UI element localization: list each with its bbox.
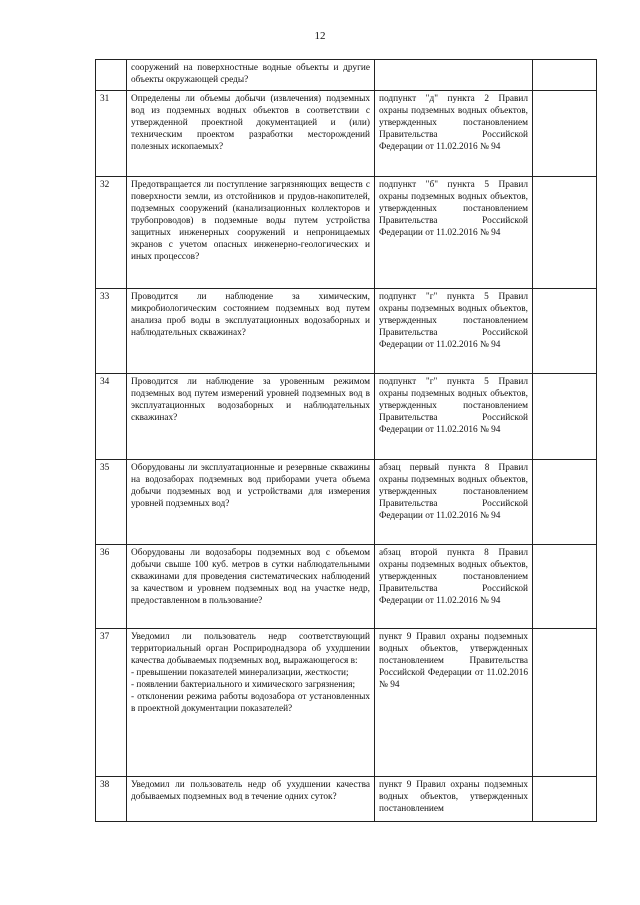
question-text: Оборудованы ли водозаборы подземных вод с объемом добычи свыше 100 куб. метров в сутки наблюдательными скважинами для проведения систематических наблюдений за качеством и уровнем подземных вод на участке недр, предоставленном в пользование? [127, 545, 375, 629]
row-number: 37 [96, 629, 127, 777]
legal-reference: абзац первый пункта 8 Правил охраны подземных водных объектов, утвержденных постановлением Правительства Российской Федерации от 11.02.2016 № 94 [375, 460, 533, 545]
question-text: Уведомил ли пользователь недр об ухудшении качества добываемых подземных вод в течение одних суток? [127, 777, 375, 822]
legal-reference: подпункт "б" пункта 5 Правил охраны подземных водных объектов, утвержденных постановлением Правительства Российской Федерации от 11.02.2016 № 94 [375, 177, 533, 289]
answer-cell [533, 91, 597, 177]
answer-cell [533, 629, 597, 777]
answer-cell [533, 177, 597, 289]
question-text: Предотвращается ли поступление загрязняющих веществ с поверхности земли, из отстойников и прудов-накопителей, подземных сооружений (канализационных коллекторов и трубопроводов) в подземные воды путем устройства защитных инженерных сооружений и непроницаемых экранов с учетом опасных инженерно-геологических и иных процессов? [127, 177, 375, 289]
table-row [96, 629, 597, 777]
table-row [96, 60, 597, 91]
legal-reference [375, 60, 533, 91]
legal-reference: подпункт "г" пункта 5 Правил охраны подземных водных объектов, утвержденных постановлением Правительства Российской Федерации от 11.02.2016 № 94 [375, 289, 533, 374]
question-text: Проводится ли наблюдение за химическим, микробиологическим состоянием подземных вод путем анализа проб воды в эксплуатационных водозаборных и наблюдательных скважинах? [127, 289, 375, 374]
question-text: Определены ли объемы добычи (извлечения) подземных вод из подземных водных объектов в соответствии с утвержденной проектной документацией и (или) техническим проектом разработки месторождений полезных ископаемых? [127, 91, 375, 177]
answer-cell [533, 460, 597, 545]
table-row [96, 545, 597, 629]
row-number: 36 [96, 545, 127, 629]
answer-cell [533, 60, 597, 91]
row-number: 32 [96, 177, 127, 289]
row-number: 35 [96, 460, 127, 545]
legal-reference: пункт 9 Правил охраны подземных водных объектов, утвержденных постановлением [375, 777, 533, 822]
question-text: сооружений на поверхностные водные объекты и другие объекты окружающей среды? [127, 60, 375, 91]
legal-reference: подпункт "д" пункта 2 Правил охраны подземных водных объектов, утвержденных постановлением Правительства Российской Федерации от 11.02.2016 № 94 [375, 91, 533, 177]
table-row [96, 460, 597, 545]
answer-cell [533, 777, 597, 822]
answer-cell [533, 289, 597, 374]
table-row [96, 177, 597, 289]
table-row [96, 374, 597, 460]
answer-cell [533, 545, 597, 629]
page-number: 12 [314, 30, 326, 42]
row-number: 38 [96, 777, 127, 822]
row-number: 33 [96, 289, 127, 374]
table-row [96, 91, 597, 177]
legal-reference: подпункт "г" пункта 5 Правил охраны подземных водных объектов, утвержденных постановлением Правительства Российской Федерации от 11.02.2016 № 94 [375, 374, 533, 460]
legal-reference: абзац второй пункта 8 Правил охраны подземных водных объектов, утвержденных постановлением Правительства Российской Федерации от 11.02.2016 № 94 [375, 545, 533, 629]
table-row [96, 289, 597, 374]
question-text: Проводится ли наблюдение за уровенным режимом подземных вод путем измерений уровней подземных вод в эксплуатационных водозаборных и наблюдательных скважинах? [127, 374, 375, 460]
row-number: 34 [96, 374, 127, 460]
table-row [96, 777, 597, 822]
legal-reference: пункт 9 Правил охраны подземных водных объектов, утвержденных постановлением Правительства Российской Федерации от 11.02.2016 № 94 [375, 629, 533, 777]
row-number: 31 [96, 91, 127, 177]
question-text: Уведомил ли пользователь недр соответствующий территориальный орган Росприроднадзора об ухудшении качества добываемых подземных вод, выражающегося в: - превышении показателей минерализации, жесткости; - появлении бактериального и химического загрязнения; - отклонении режима работы водозабора от установленных в проектной документации показателей? [127, 629, 375, 777]
question-text: Оборудованы ли эксплуатационные и резервные скважины на водозаборах подземных вод приборами учета объема добычи подземных вод и устройствами для измерения уровней подземных вод? [127, 460, 375, 545]
checklist-table [95, 59, 597, 822]
row-number [96, 60, 127, 91]
answer-cell [533, 374, 597, 460]
